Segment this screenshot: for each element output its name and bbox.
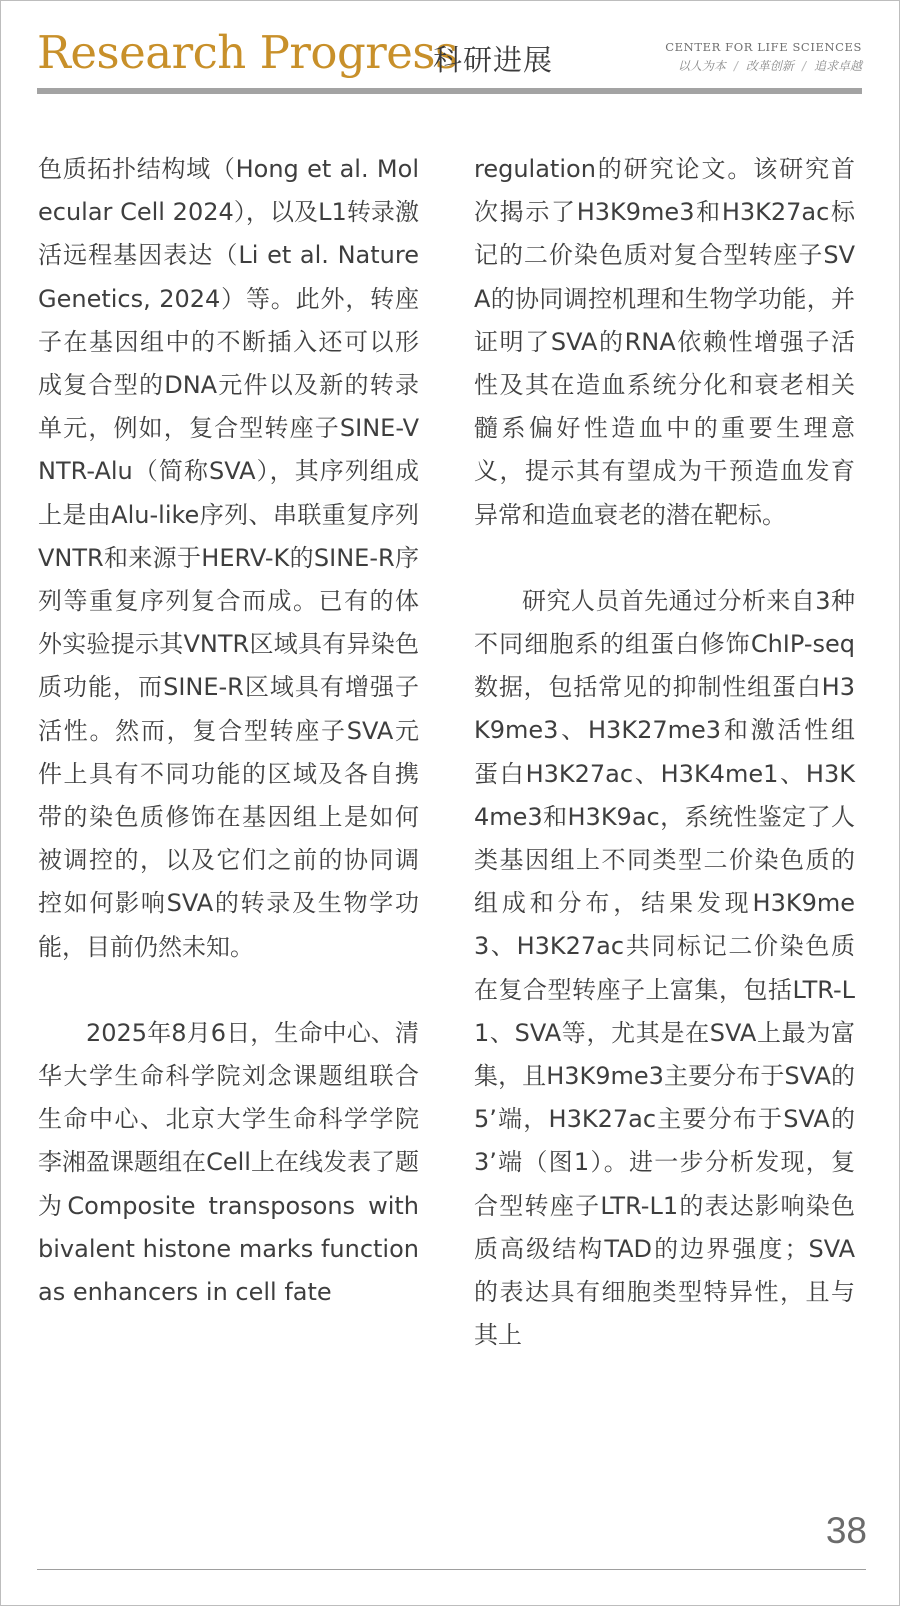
motto-2: 改革创新 [745,59,794,73]
page-header [37,26,862,96]
paragraph: regulation的研究论文。该研究首次揭示了H3K9me3和H3K27ac标记的二价染色质对复合型转座子SVA的协同调控机理和生物学功能，并证明了SVA的RNA依赖性增强子活性及其在造血系统分化和衰老相关髓系偏好性造血中的重要生理意义，提示其有望成为干预造血发育异常和造血衰老的潜在靶标。 [474,155,855,529]
paragraph: 色质拓扑结构域（Hong et al. Molecular Cell 2024），以及L1转录激活远程基因表达（Li et al. Nature Genetics, 2024）等。此外，转座子在基因组中的不断插入还可以形成复合型的DNA元件以及新的转录单元，例如，复合型转座子SINE-VNTR-Alu（简称SVA），其序列组成上是由Alu-like序列、串联重复序列VNTR和来源于HERV-K的SINE-R序列等重复序列复合而成。已有的体外实验提示其VNTR区域具有异染色质功能，而SINE-R区域具有增强子活性。然而，复合型转座子SVA元件上具有不同功能的区域及各自携带的染色质修饰在基因组上是如何被调控的，以及它们之前的协同调控如何影响SVA的转录及生物学功能，目前仍然未知。 [38,155,419,961]
footer-divider [37,1569,866,1570]
right-column [474,148,855,1400]
page-number: 38 [825,1510,867,1551]
motto-line [665,57,862,74]
motto-separator: / [801,59,806,73]
center-branding [665,40,862,74]
motto-3: 追求卓越 [813,59,862,73]
section-title-en: Research Progress [37,26,458,79]
motto-1: 以人为本 [677,59,726,73]
header-divider [37,88,862,94]
left-column [38,148,419,1357]
paragraph: 研究人员首先通过分析来自3种不同细胞系的组蛋白修饰ChIP-seq数据，包括常见的抑制性组蛋白H3K9me3、H3K27me3和激活性组蛋白H3K27ac、H3K4me1、H3K4me3和H3K9ac，系统性鉴定了人类基因组上不同类型二价染色质的组成和分布，结果发现H3K9me3、H3K27ac共同标记二价染色质在复合型转座子上富集，包括LTR-L1、SVA等，尤其是在SVA上最为富集，且H3K9me3主要分布于SVA的5’端，H3K27ac主要分布于SVA的3’端（图1）。进一步分析发现，复合型转座子LTR-L1的表达影响染色质高级结构TAD的边界强度；SVA的表达具有细胞类型特异性，且与其上 [474,586,855,1350]
motto-separator: / [733,59,738,73]
center-name: CENTER FOR LIFE SCIENCES [665,40,862,54]
paragraph: 2025年8月6日，生命中心、清华大学生命科学院刘念课题组联合生命中心、北京大学生命科学学院李湘盈课题组在Cell上在线发表了题为Composite transposons with bivalent histone marks function as enhancers in cell fate [38,1018,419,1307]
section-title-cn: 科研进展 [433,43,554,77]
